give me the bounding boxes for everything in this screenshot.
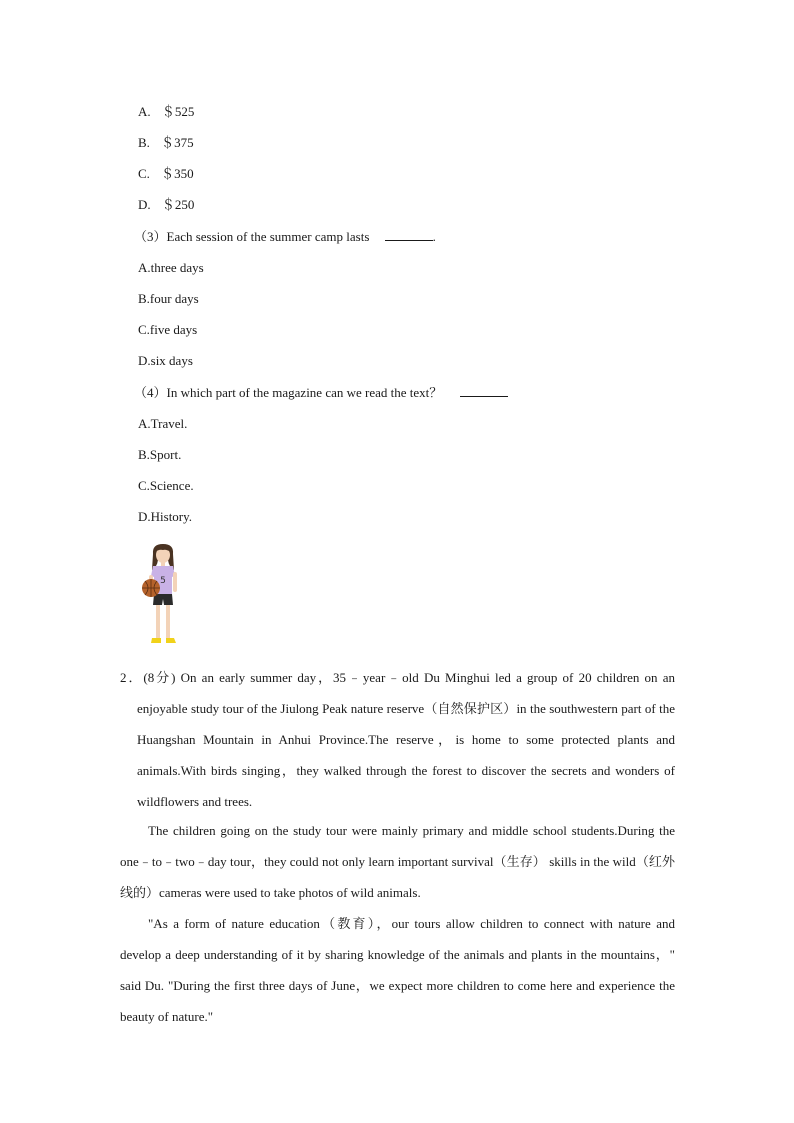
question-3-stem — [134, 229, 436, 245]
passage-2-paragraph-2: The children going on the study tour were mainly primary and middle school students.During the one﹣to﹣two﹣day tour，they could not only learn important survival（生存） skills in the wild（红外线的）cameras were used to take photos of wild animals. — [120, 823, 675, 900]
option-letter: B. — [138, 135, 150, 150]
question-3-text: （3）Each session of the summer camp lasts — [134, 229, 370, 244]
q4-option-b: B.Sport. — [138, 447, 182, 462]
q3-option-c: C.five days — [138, 322, 198, 337]
option-text: ＄250 — [161, 197, 195, 212]
girl-with-basketball-illustration — [136, 542, 190, 648]
shirt-number: 5 — [160, 576, 166, 586]
passage-2-p1-text: 2．(8分) On an early summer day，35﹣year﹣old Du Minghui led a group of 20 children on an enjoyable study tour of the Jiulong Peak nature reserve（自然保护区）in the southwestern part of the Huangshan Mountain in Anhui Province.The reserve，is home to some protected plants and animals.With birds singing，they walked through the forest to discover the secrets and wonders of wildflowers and trees. — [120, 670, 675, 809]
passage-2-paragraph-3: "As a form of nature education（教育），our tours allow children to connect with nature and develop a deep understanding of it by sharing knowledge of the animals and plants in the mountains，" said Du. "During the first three days of June，we expect more children to come here and experience the beauty of nature." — [120, 916, 675, 1024]
option-text: ＄375 — [161, 135, 194, 150]
q4-option-c: C.Science. — [138, 478, 194, 493]
option-letter: D. — [138, 197, 151, 212]
option-letter: C. — [138, 166, 150, 181]
q4-option-d: D.History. — [138, 509, 193, 524]
question-4-stem — [134, 385, 508, 401]
option-c — [138, 166, 194, 182]
answer-blank[interactable] — [385, 229, 433, 241]
q3-option-d: D.six days — [138, 353, 193, 368]
option-text: ＄525 — [161, 104, 195, 119]
q3-option-a: A.three days — [138, 260, 204, 275]
option-b — [138, 135, 194, 151]
passage-2-paragraph-1 — [120, 662, 675, 817]
q4-option-a: A.Travel. — [138, 416, 188, 431]
answer-blank[interactable] — [460, 385, 508, 397]
option-text: ＄350 — [161, 166, 194, 181]
question-4-text: （4）In which part of the magazine can we read the text？ — [134, 385, 443, 400]
question-3-end: . — [432, 229, 436, 244]
option-a — [138, 104, 194, 120]
option-d — [138, 197, 194, 213]
option-letter: A. — [138, 104, 151, 119]
q3-option-b: B.four days — [138, 291, 199, 306]
